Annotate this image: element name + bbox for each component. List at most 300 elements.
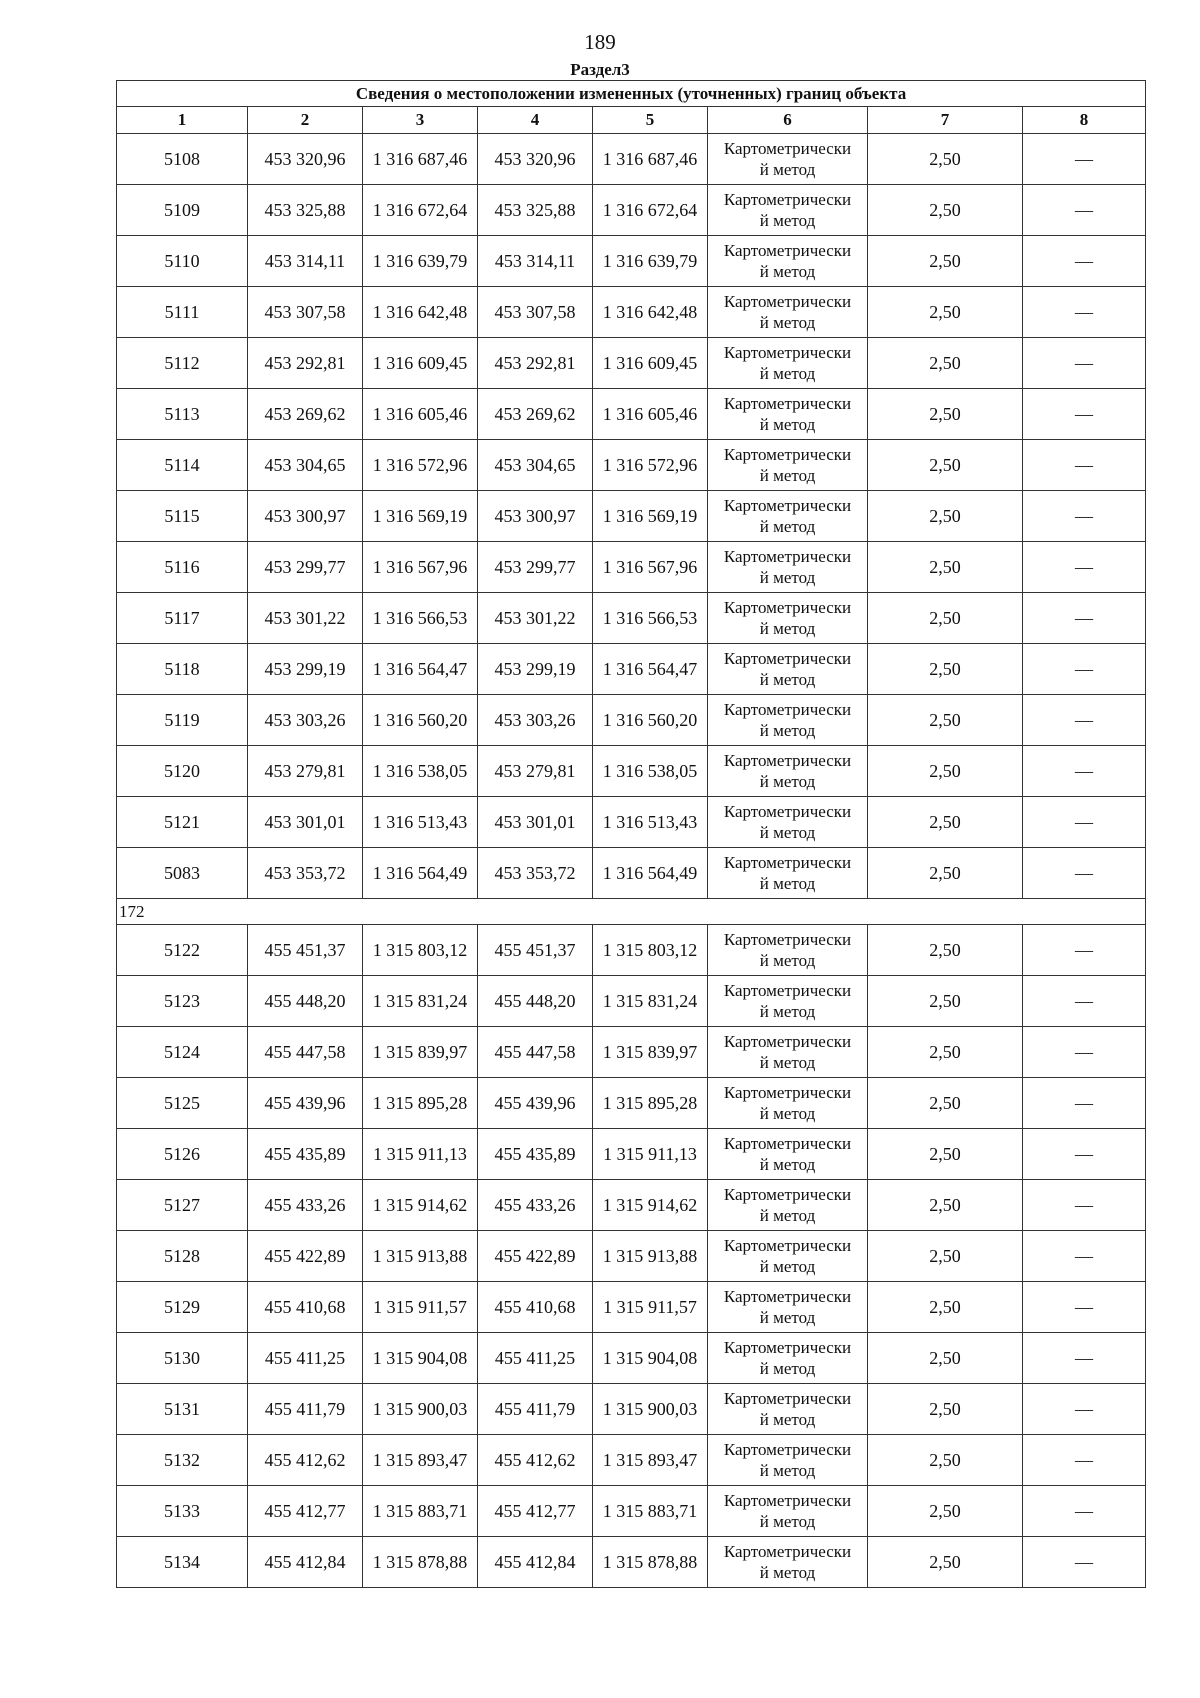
note-cell: — (1023, 491, 1146, 542)
accuracy-cell: 2,50 (868, 925, 1023, 976)
table-row (117, 491, 1146, 542)
method-line-2: й метод (759, 1257, 816, 1276)
x-new-cell: 453 314,11 (478, 236, 593, 287)
method-line-2: й метод (759, 951, 816, 970)
note-cell: — (1023, 1537, 1146, 1588)
table-caption: Сведения о местоположении измененных (уточненных) границ объекта (117, 81, 1146, 107)
table-row (117, 287, 1146, 338)
accuracy-cell: 2,50 (868, 1282, 1023, 1333)
point-number-cell: 5114 (117, 440, 248, 491)
y-old-cell: 1 316 642,48 (363, 287, 478, 338)
method-cell (708, 1231, 868, 1282)
table-row (117, 1486, 1146, 1537)
method-line-1: Картометрически (723, 445, 852, 464)
table-row (117, 695, 1146, 746)
x-old-cell: 453 304,65 (248, 440, 363, 491)
method-line-1: Картометрически (723, 1542, 852, 1561)
point-number-cell: 5110 (117, 236, 248, 287)
x-new-cell: 453 320,96 (478, 134, 593, 185)
x-new-cell: 455 448,20 (478, 976, 593, 1027)
column-number: 4 (478, 107, 593, 134)
column-number: 8 (1023, 107, 1146, 134)
y-new-cell: 1 316 672,64 (593, 185, 708, 236)
note-cell: — (1023, 695, 1146, 746)
y-new-cell: 1 316 564,47 (593, 644, 708, 695)
x-old-cell: 453 307,58 (248, 287, 363, 338)
table-row (117, 1333, 1146, 1384)
method-cell (708, 797, 868, 848)
y-old-cell: 1 316 567,96 (363, 542, 478, 593)
accuracy-cell: 2,50 (868, 236, 1023, 287)
method-line-1: Картометрически (723, 981, 852, 1000)
x-new-cell: 453 299,19 (478, 644, 593, 695)
note-cell: — (1023, 134, 1146, 185)
accuracy-cell: 2,50 (868, 1435, 1023, 1486)
method-line-2: й метод (759, 517, 816, 536)
x-new-cell: 455 422,89 (478, 1231, 593, 1282)
point-number-cell: 5111 (117, 287, 248, 338)
accuracy-cell: 2,50 (868, 338, 1023, 389)
method-line-1: Картометрически (723, 1287, 852, 1306)
point-number-cell: 5119 (117, 695, 248, 746)
y-old-cell: 1 316 672,64 (363, 185, 478, 236)
table-row (117, 542, 1146, 593)
note-cell: — (1023, 848, 1146, 899)
method-line-1: Картометрически (723, 1338, 852, 1357)
table-row (117, 1129, 1146, 1180)
method-line-1: Картометрически (723, 649, 852, 668)
x-new-cell: 455 412,84 (478, 1537, 593, 1588)
y-new-cell: 1 315 895,28 (593, 1078, 708, 1129)
accuracy-cell: 2,50 (868, 848, 1023, 899)
x-old-cell: 455 451,37 (248, 925, 363, 976)
section-title: Раздел3 (570, 60, 630, 79)
y-old-cell: 1 315 839,97 (363, 1027, 478, 1078)
method-line-2: й метод (759, 1359, 816, 1378)
point-number-cell: 5083 (117, 848, 248, 899)
method-line-1: Картометрически (723, 1389, 852, 1408)
method-line-2: й метод (759, 1002, 816, 1021)
x-old-cell: 453 299,77 (248, 542, 363, 593)
y-old-cell: 1 315 883,71 (363, 1486, 478, 1537)
accuracy-cell: 2,50 (868, 1231, 1023, 1282)
y-old-cell: 1 315 911,13 (363, 1129, 478, 1180)
point-number-cell: 5130 (117, 1333, 248, 1384)
point-number-cell: 5129 (117, 1282, 248, 1333)
point-number-cell: 5123 (117, 976, 248, 1027)
method-line-1: Картометрически (723, 1236, 852, 1255)
accuracy-cell: 2,50 (868, 389, 1023, 440)
table-row (117, 1180, 1146, 1231)
x-new-cell: 453 292,81 (478, 338, 593, 389)
method-line-1: Картометрически (723, 930, 852, 949)
column-number-row (117, 107, 1146, 134)
table-row (117, 236, 1146, 287)
table-row (117, 389, 1146, 440)
table-row (117, 848, 1146, 899)
point-number-cell: 5112 (117, 338, 248, 389)
accuracy-cell: 2,50 (868, 440, 1023, 491)
x-new-cell: 455 411,25 (478, 1333, 593, 1384)
y-new-cell: 1 315 803,12 (593, 925, 708, 976)
method-line-1: Картометрически (723, 1134, 852, 1153)
y-old-cell: 1 315 904,08 (363, 1333, 478, 1384)
y-old-cell: 1 316 564,49 (363, 848, 478, 899)
column-number: 7 (868, 107, 1023, 134)
method-line-2: й метод (759, 874, 816, 893)
x-old-cell: 455 439,96 (248, 1078, 363, 1129)
point-number-cell: 5131 (117, 1384, 248, 1435)
method-cell (708, 338, 868, 389)
table-row (117, 1537, 1146, 1588)
method-cell (708, 1282, 868, 1333)
y-old-cell: 1 316 609,45 (363, 338, 478, 389)
point-number-cell: 5133 (117, 1486, 248, 1537)
point-number-cell: 5109 (117, 185, 248, 236)
note-cell: — (1023, 389, 1146, 440)
point-number-cell: 5121 (117, 797, 248, 848)
y-new-cell: 1 316 567,96 (593, 542, 708, 593)
x-old-cell: 455 433,26 (248, 1180, 363, 1231)
note-cell: — (1023, 746, 1146, 797)
accuracy-cell: 2,50 (868, 134, 1023, 185)
note-cell: — (1023, 1231, 1146, 1282)
method-cell (708, 440, 868, 491)
y-old-cell: 1 315 803,12 (363, 925, 478, 976)
method-cell (708, 236, 868, 287)
y-old-cell: 1 316 605,46 (363, 389, 478, 440)
note-cell: — (1023, 1486, 1146, 1537)
y-new-cell: 1 316 564,49 (593, 848, 708, 899)
y-new-cell: 1 316 642,48 (593, 287, 708, 338)
x-old-cell: 455 410,68 (248, 1282, 363, 1333)
y-old-cell: 1 315 831,24 (363, 976, 478, 1027)
x-old-cell: 455 422,89 (248, 1231, 363, 1282)
method-cell (708, 491, 868, 542)
y-new-cell: 1 316 572,96 (593, 440, 708, 491)
note-cell: — (1023, 1027, 1146, 1078)
y-new-cell: 1 315 914,62 (593, 1180, 708, 1231)
table-row (117, 925, 1146, 976)
note-cell: — (1023, 1282, 1146, 1333)
x-old-cell: 455 412,62 (248, 1435, 363, 1486)
note-cell: — (1023, 644, 1146, 695)
method-cell (708, 593, 868, 644)
method-line-2: й метод (759, 1512, 816, 1531)
note-cell: — (1023, 1384, 1146, 1435)
x-new-cell: 453 300,97 (478, 491, 593, 542)
method-line-1: Картометрически (723, 802, 852, 821)
y-old-cell: 1 316 564,47 (363, 644, 478, 695)
method-cell (708, 1180, 868, 1231)
point-number-cell: 5115 (117, 491, 248, 542)
y-new-cell: 1 316 639,79 (593, 236, 708, 287)
method-cell (708, 1027, 868, 1078)
x-new-cell: 453 269,62 (478, 389, 593, 440)
method-line-1: Картометрически (723, 139, 852, 158)
method-cell (708, 134, 868, 185)
contour-label: 172 (117, 899, 1146, 925)
accuracy-cell: 2,50 (868, 797, 1023, 848)
x-new-cell: 453 279,81 (478, 746, 593, 797)
x-old-cell: 453 301,22 (248, 593, 363, 644)
note-cell: — (1023, 1333, 1146, 1384)
y-new-cell: 1 315 831,24 (593, 976, 708, 1027)
table-row (117, 134, 1146, 185)
method-line-1: Картометрически (723, 394, 852, 413)
y-old-cell: 1 315 911,57 (363, 1282, 478, 1333)
method-line-2: й метод (759, 262, 816, 281)
x-new-cell: 453 307,58 (478, 287, 593, 338)
method-cell (708, 1333, 868, 1384)
point-number-cell: 5116 (117, 542, 248, 593)
table-row (117, 440, 1146, 491)
method-line-1: Картометрически (723, 598, 852, 617)
method-cell (708, 925, 868, 976)
x-old-cell: 453 269,62 (248, 389, 363, 440)
point-number-cell: 5108 (117, 134, 248, 185)
accuracy-cell: 2,50 (868, 1333, 1023, 1384)
method-cell (708, 287, 868, 338)
method-line-2: й метод (759, 1410, 816, 1429)
point-number-cell: 5117 (117, 593, 248, 644)
method-line-2: й метод (759, 1308, 816, 1327)
y-old-cell: 1 316 513,43 (363, 797, 478, 848)
column-number: 1 (117, 107, 248, 134)
column-number: 2 (248, 107, 363, 134)
x-new-cell: 453 353,72 (478, 848, 593, 899)
accuracy-cell: 2,50 (868, 1486, 1023, 1537)
accuracy-cell: 2,50 (868, 287, 1023, 338)
accuracy-cell: 2,50 (868, 542, 1023, 593)
method-line-2: й метод (759, 466, 816, 485)
x-new-cell: 455 412,62 (478, 1435, 593, 1486)
y-old-cell: 1 315 913,88 (363, 1231, 478, 1282)
x-old-cell: 455 435,89 (248, 1129, 363, 1180)
method-cell (708, 1435, 868, 1486)
method-cell (708, 1384, 868, 1435)
method-line-2: й метод (759, 211, 816, 230)
x-old-cell: 455 412,77 (248, 1486, 363, 1537)
method-line-1: Картометрически (723, 496, 852, 515)
y-old-cell: 1 316 639,79 (363, 236, 478, 287)
y-new-cell: 1 316 605,46 (593, 389, 708, 440)
y-old-cell: 1 316 569,19 (363, 491, 478, 542)
table-row (117, 746, 1146, 797)
x-old-cell: 453 353,72 (248, 848, 363, 899)
method-line-1: Картометрически (723, 190, 852, 209)
y-new-cell: 1 316 569,19 (593, 491, 708, 542)
method-cell (708, 746, 868, 797)
method-line-2: й метод (759, 619, 816, 638)
table-row (117, 1231, 1146, 1282)
point-number-cell: 5125 (117, 1078, 248, 1129)
accuracy-cell: 2,50 (868, 593, 1023, 644)
method-line-1: Картометрически (723, 700, 852, 719)
note-cell: — (1023, 338, 1146, 389)
y-new-cell: 1 316 513,43 (593, 797, 708, 848)
method-line-2: й метод (759, 670, 816, 689)
x-new-cell: 455 411,79 (478, 1384, 593, 1435)
x-new-cell: 455 412,77 (478, 1486, 593, 1537)
column-number: 3 (363, 107, 478, 134)
x-new-cell: 453 301,01 (478, 797, 593, 848)
x-new-cell: 453 299,77 (478, 542, 593, 593)
y-new-cell: 1 316 538,05 (593, 746, 708, 797)
table-body (117, 134, 1146, 1588)
method-cell (708, 542, 868, 593)
x-new-cell: 455 439,96 (478, 1078, 593, 1129)
accuracy-cell: 2,50 (868, 1027, 1023, 1078)
x-new-cell: 453 301,22 (478, 593, 593, 644)
y-old-cell: 1 316 566,53 (363, 593, 478, 644)
accuracy-cell: 2,50 (868, 1537, 1023, 1588)
method-line-2: й метод (759, 568, 816, 587)
y-old-cell: 1 316 560,20 (363, 695, 478, 746)
method-line-2: й метод (759, 772, 816, 791)
y-new-cell: 1 315 911,57 (593, 1282, 708, 1333)
method-line-1: Картометрически (723, 751, 852, 770)
accuracy-cell: 2,50 (868, 644, 1023, 695)
y-new-cell: 1 315 878,88 (593, 1537, 708, 1588)
method-cell (708, 695, 868, 746)
method-cell (708, 1486, 868, 1537)
method-line-1: Картометрически (723, 343, 852, 362)
method-cell (708, 848, 868, 899)
method-line-1: Картометрически (723, 1083, 852, 1102)
y-new-cell: 1 315 911,13 (593, 1129, 708, 1180)
y-new-cell: 1 316 566,53 (593, 593, 708, 644)
method-line-1: Картометрически (723, 1491, 852, 1510)
x-old-cell: 455 447,58 (248, 1027, 363, 1078)
x-new-cell: 455 447,58 (478, 1027, 593, 1078)
x-new-cell: 455 451,37 (478, 925, 593, 976)
point-number-cell: 5128 (117, 1231, 248, 1282)
y-old-cell: 1 316 572,96 (363, 440, 478, 491)
coordinates-table (116, 80, 1146, 1588)
x-old-cell: 455 411,25 (248, 1333, 363, 1384)
x-old-cell: 455 448,20 (248, 976, 363, 1027)
method-line-2: й метод (759, 364, 816, 383)
table-row (117, 797, 1146, 848)
point-number-cell: 5132 (117, 1435, 248, 1486)
method-line-1: Картометрически (723, 853, 852, 872)
method-line-2: й метод (759, 1104, 816, 1123)
y-new-cell: 1 316 560,20 (593, 695, 708, 746)
note-cell: — (1023, 1180, 1146, 1231)
y-old-cell: 1 315 895,28 (363, 1078, 478, 1129)
note-cell: — (1023, 1129, 1146, 1180)
method-line-2: й метод (759, 1206, 816, 1225)
x-old-cell: 453 314,11 (248, 236, 363, 287)
method-cell (708, 1537, 868, 1588)
accuracy-cell: 2,50 (868, 1078, 1023, 1129)
method-line-1: Картометрически (723, 241, 852, 260)
table-row (117, 1282, 1146, 1333)
method-line-1: Картометрически (723, 1032, 852, 1051)
x-old-cell: 453 301,01 (248, 797, 363, 848)
accuracy-cell: 2,50 (868, 1180, 1023, 1231)
method-line-1: Картометрически (723, 292, 852, 311)
table-row (117, 338, 1146, 389)
note-cell: — (1023, 1435, 1146, 1486)
note-cell: — (1023, 1078, 1146, 1129)
y-old-cell: 1 315 914,62 (363, 1180, 478, 1231)
accuracy-cell: 2,50 (868, 746, 1023, 797)
note-cell: — (1023, 236, 1146, 287)
table-row (117, 185, 1146, 236)
note-cell: — (1023, 797, 1146, 848)
method-line-2: й метод (759, 1461, 816, 1480)
x-new-cell: 453 325,88 (478, 185, 593, 236)
method-cell (708, 644, 868, 695)
x-old-cell: 453 279,81 (248, 746, 363, 797)
method-line-2: й метод (759, 1053, 816, 1072)
y-old-cell: 1 315 900,03 (363, 1384, 478, 1435)
method-line-2: й метод (759, 415, 816, 434)
point-number-cell: 5124 (117, 1027, 248, 1078)
note-cell: — (1023, 185, 1146, 236)
note-cell: — (1023, 925, 1146, 976)
y-new-cell: 1 315 883,71 (593, 1486, 708, 1537)
column-number: 6 (708, 107, 868, 134)
method-line-1: Картометрически (723, 547, 852, 566)
table-row (117, 1078, 1146, 1129)
x-new-cell: 453 303,26 (478, 695, 593, 746)
y-new-cell: 1 315 839,97 (593, 1027, 708, 1078)
y-new-cell: 1 315 900,03 (593, 1384, 708, 1435)
x-old-cell: 453 299,19 (248, 644, 363, 695)
accuracy-cell: 2,50 (868, 1129, 1023, 1180)
accuracy-cell: 2,50 (868, 976, 1023, 1027)
y-new-cell: 1 316 687,46 (593, 134, 708, 185)
point-number-cell: 5126 (117, 1129, 248, 1180)
x-old-cell: 453 300,97 (248, 491, 363, 542)
method-line-1: Картометрически (723, 1185, 852, 1204)
y-new-cell: 1 316 609,45 (593, 338, 708, 389)
point-number-cell: 5118 (117, 644, 248, 695)
method-line-2: й метод (759, 313, 816, 332)
method-line-2: й метод (759, 823, 816, 842)
x-old-cell: 453 292,81 (248, 338, 363, 389)
note-cell: — (1023, 440, 1146, 491)
x-new-cell: 453 304,65 (478, 440, 593, 491)
note-cell: — (1023, 542, 1146, 593)
method-cell (708, 389, 868, 440)
y-old-cell: 1 316 538,05 (363, 746, 478, 797)
method-cell (708, 1129, 868, 1180)
accuracy-cell: 2,50 (868, 1384, 1023, 1435)
method-line-2: й метод (759, 160, 816, 179)
x-old-cell: 453 303,26 (248, 695, 363, 746)
method-line-2: й метод (759, 721, 816, 740)
x-new-cell: 455 410,68 (478, 1282, 593, 1333)
note-cell: — (1023, 593, 1146, 644)
point-number-cell: 5122 (117, 925, 248, 976)
x-old-cell: 455 412,84 (248, 1537, 363, 1588)
x-old-cell: 453 325,88 (248, 185, 363, 236)
contour-group-row (117, 899, 1146, 925)
table-row (117, 976, 1146, 1027)
x-new-cell: 455 433,26 (478, 1180, 593, 1231)
method-line-2: й метод (759, 1155, 816, 1174)
point-number-cell: 5113 (117, 389, 248, 440)
note-cell: — (1023, 287, 1146, 338)
method-cell (708, 185, 868, 236)
point-number-cell: 5134 (117, 1537, 248, 1588)
y-old-cell: 1 315 893,47 (363, 1435, 478, 1486)
accuracy-cell: 2,50 (868, 695, 1023, 746)
